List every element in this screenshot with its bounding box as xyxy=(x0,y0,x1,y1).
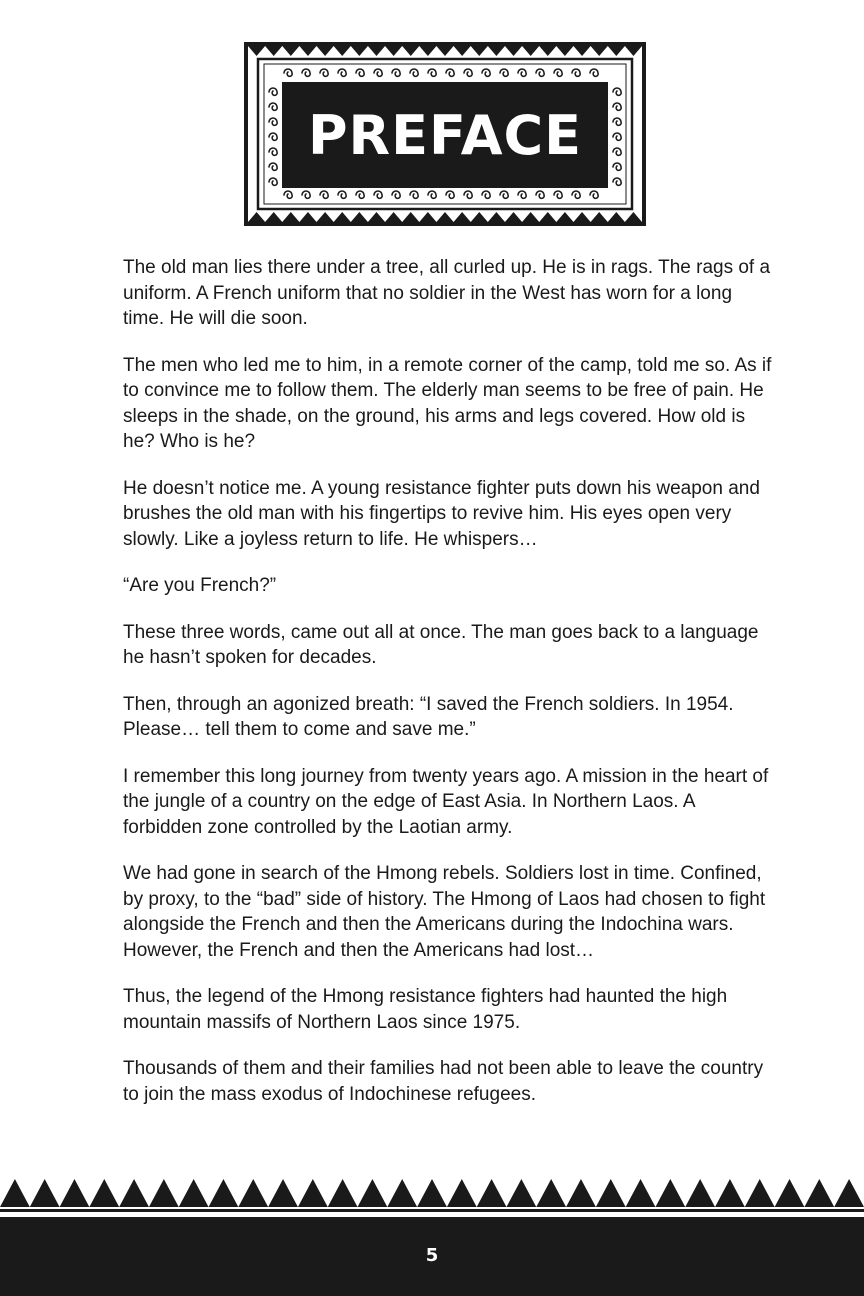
top-zigzag-border xyxy=(248,46,642,56)
footer-band xyxy=(0,1175,864,1296)
body-paragraph: “Are you French?” xyxy=(123,575,277,596)
body-paragraph: Then, through an agonized breath: “I saved the French soldiers. In 1954. Please… tell them to come and save me.” xyxy=(123,693,734,740)
page-number: 5 xyxy=(425,1245,439,1266)
body-paragraph: The men who led me to him, in a remote corner of the camp, told me so. As if to convince me to follow them. The elderly man seems to be free of pain. He sleeps in the shade, on the ground, his arms and legs covered. How old is he? Who is he? xyxy=(123,354,772,452)
bottom-zigzag-border xyxy=(248,212,642,222)
body-paragraph: The old man lies there under a tree, all curled up. He is in rags. The rags of a uniform. A French uniform that no soldier in the West has worn for a long time. He will die soon. xyxy=(123,257,771,329)
body-paragraph: He doesn’t notice me. A young resistance fighter puts down his weapon and brushes the old man with his fingertips to revive him. His eyes open very slowly. Like a joyless return to life. He whispers… xyxy=(123,477,760,550)
preface-body xyxy=(123,255,775,1128)
body-paragraph: I remember this long journey from twenty years ago. A mission in the heart of the jungle of a country on the edge of East Asia. In Northern Laos. A forbidden zone controlled by the Laotian army. xyxy=(123,765,769,838)
footer-triangle-border xyxy=(0,1179,864,1207)
body-paragraph: Thousands of them and their families had not been able to leave the country to join the mass exodus of Indochinese refugees. xyxy=(123,1058,764,1105)
body-paragraph: These three words, came out all at once. The man goes back to a language he hasn’t spoken for decades. xyxy=(123,621,759,668)
body-paragraph: Thus, the legend of the Hmong resistance fighters had haunted the high mountain massifs of Northern Laos since 1975. xyxy=(123,986,728,1033)
body-paragraph: We had gone in search of the Hmong rebels. Soldiers lost in time. Confined, by proxy, to the “bad” side of history. The Hmong of Laos had chosen to fight alongside the French and then the Americans during the Indochina wars. However, the French and then the Americans had lost… xyxy=(123,863,766,961)
page-title: PREFACE xyxy=(307,104,583,167)
title-plate xyxy=(244,42,646,226)
